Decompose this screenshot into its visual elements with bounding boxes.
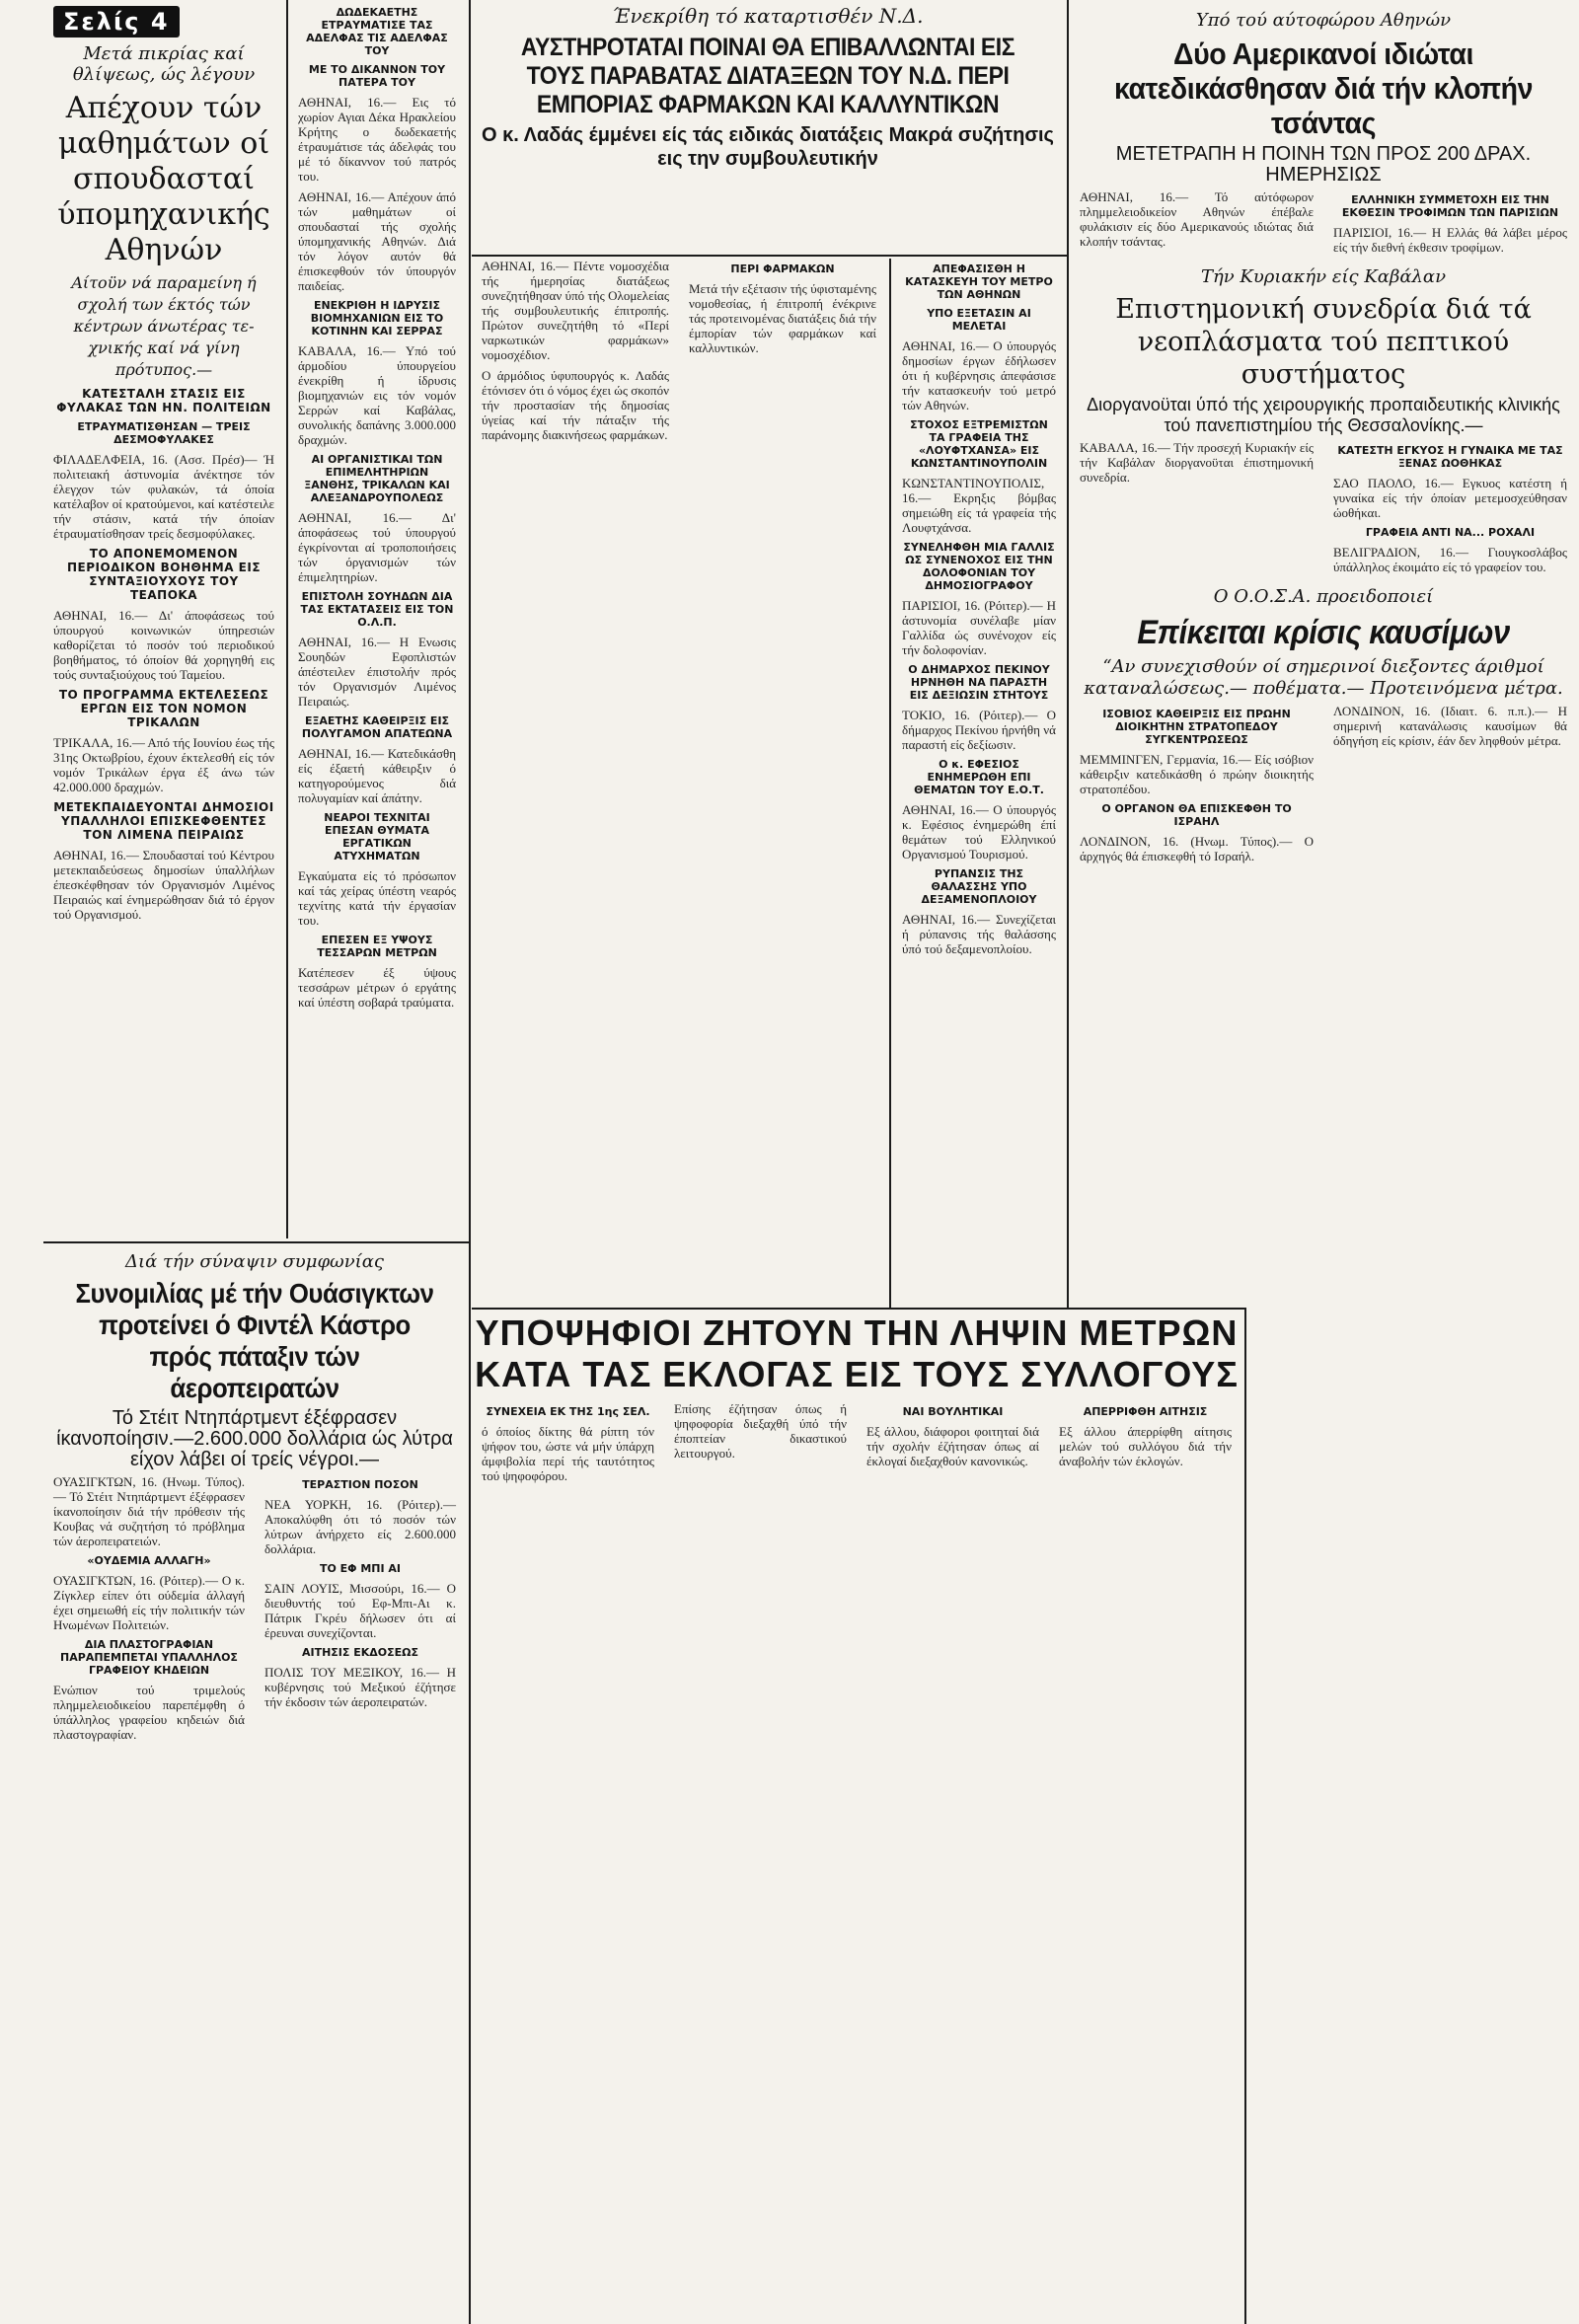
story-subheading: ΥΠΟ ΕΞΕΤΑΣΙΝ ΑΙ ΜΕΛΕΤΑΙ [927, 307, 1031, 333]
story-text: ΑΘΗΝΑΙ, 16.— Δι' άποφάσεως τού ύπουργού κοινωνικών ύπηρεσιών καθορίζεται τό ποσόν τού περιοδικού βοηθήματος, τό όποίον θά χορηγηθή εις τούς συνταξιούχους τού Ταμείου. [53, 608, 274, 682]
story-heading: ΕΞΑΕΤΗΣ ΚΑΘΕΙΡΞΙΣ ΕΙΣ ΠΟΛΥΓΑΜΟΝ ΑΠΑΤΕΩΝΑ [301, 714, 453, 740]
kicker: Διά τήν σύναψιν συμφωνίας [125, 1251, 384, 1272]
right-mid-col-a [1070, 440, 1323, 580]
column-rule [889, 259, 891, 1308]
story-heading: ΙΣΟΒΙΟΣ ΚΑΘΕΙΡΞΙΣ ΕΙΣ ΠΡΩΗΝ ΔΙΟΙΚΗΤΗΝ ΣΤΡΑΤΟΠΕΔΟΥ ΣΥΓΚΕΝΤΡΩΣΕΩΣ [1102, 708, 1291, 746]
horizontal-rule [43, 1241, 469, 1243]
story-text: Εξ άλλου, διάφοροι φοιτηταί διά τήν σχολήν έζήτησαν όπως αί έκλογαί διεξαχθούν κανονικώς. [866, 1424, 1039, 1468]
story-continued-text: ΑΘΗΝΑΙ, 16.— Απέχουν άπό τών μαθημάτων οί σπουδασταί τής σχολής ύπομηχανικής Αθηνών. Διά τόν λόγον αυτόν θά έπισκεφθούν τόν ύπουργόν παιδείας. [298, 189, 456, 293]
story-text: ΠΑΡΙΣΙΟΙ, 16. (Ρόιτερ).— Η άστυνομία συνέλαβε μίαν Γαλλίδα ώς συνένοχον είς τήν δολοφονίαν. [902, 598, 1056, 657]
story-text: Ο άρμόδιος ύφυπουργός κ. Λαδάς έτόνισεν ότι ό νόμος έχει ώς σκοπόν τήν προστασίαν τής δημοσίας ύγείας καί τήν πάταξιν τής παράνομης διακινήσεως φαρμάκων. [482, 368, 669, 442]
headline: Απέχουν τών μαθημάτων οί σπουδασταί ύπομηχανικής Αθηνών [57, 91, 270, 267]
story-text: ΠΑΡΙΣΙΟΙ, 16.— Η Ελλάς θά λάβει μέρος είς τήν διεθνή έκθεσιν τροφίμων. [1333, 225, 1567, 255]
lower-left-col-b [255, 1474, 466, 1748]
right-mid-col-b [1323, 440, 1577, 580]
story-text: ΑΘΗΝΑΙ, 16.— Ο ύπουργός δημοσίων έργων έδήλωσεν ότι ή κυβέρνησις άπεφάσισε τήν κατασκευήν τού μετρό τών Αθηνών. [902, 338, 1056, 412]
story-heading: ΑΠΕΦΑΣΙΣΘΗ Η ΚΑΤΑΣΚΕΥΗ ΤΟΥ ΜΕΤΡΟ ΤΩΝ ΑΘΗΝΩΝ [905, 262, 1053, 301]
story-heading: ΜΕΤΕΚΠΑΙΔΕΥΟΝΤΑΙ ΔΗΜΟΣΙΟΙ ΥΠΑΛΛΗΛΟΙ ΕΠΙΣΚΕΦΘΕΝΤΕΣ ΤΟΝ ΛΙΜΕΝΑ ΠΕΙΡΑΙΩΣ [53, 800, 274, 842]
story-heading: ΡΥΠΑΝΣΙΣ ΤΗΣ ΘΑΛΑΣΣΗΣ ΥΠΟ ΔΕΞΑΜΕΝΟΠΛΟΙΟΥ [921, 867, 1037, 906]
story-heading: ΔΩΔΕΚΑΕΤΗΣ ΕΤΡΑΥΜΑΤΙΣΕ ΤΑΣ ΑΔΕΛΦΑΣ ΤΙΣ ΑΔΕΛΦΑΣ ΤΟΥ [306, 6, 448, 57]
column-rule [286, 0, 288, 1238]
headline: Επιστημονική συνεδρία διά τά νεοπλάσματα τού πεπτικού συστήματος [1115, 294, 1532, 390]
story-subheading: ΕΤΡΑΥΜΑΤΙΣΘΗΣΑΝ — ΤΡΕΙΣ ΔΕΣΜΟΦΥΛΑΚΕΣ [77, 420, 251, 446]
right-top-columns [1070, 189, 1577, 261]
story-text: ΑΘΗΝΑΙ, 16.— Πέντε νομοσχέδια τής ήμερησίας διατάξεως συνεζητήθησαν ύπό τής Ολομελείας τής συμβουλευτικής έπιτροπής. Πρώτον συνεζητήθη τό «Περί ναρκωτικών φαρμάκων» νομοσχέδιον. [482, 259, 669, 362]
story-text: ΟΥΑΣΙΓΚΤΩΝ, 16. (Ρόιτερ).— Ο κ. Ζίγκλερ είπεν ότι ούδεμία άλλαγή έχει σημειωθή είς τήν πολιτικήν τών Ηνωμένων Πολιτειών. [53, 1573, 245, 1632]
story-text: Επίσης έζήτησαν όπως ή ψηφοφορία διεξαχθή ύπό τήν έποπτείαν δικαστικού λειτουργού. [674, 1401, 847, 1461]
story-text: ΑΘΗΝΑΙ, 16.— Συνεχίζεται ή ρύπανσις τής θαλάσσης ύπό τού δεξαμενοπλοίου. [902, 912, 1056, 956]
story-heading: «ΟΥΔΕΜΙΑ ΑΛΛΑΓΗ» [87, 1554, 211, 1567]
subhead: Αίτοϋν νά παραμείνη ή σχολή των έκτός τών κέντρων άνωτέρας τε-χνικής καί νά γίνη πρότυπος.— [71, 273, 257, 379]
center-body [472, 259, 886, 1305]
subhead: Ο κ. Λαδάς έμμένει είς τάς ειδικάς διατάξεις Μακρά συζήτησις εις την συμβουλευτικήν [482, 124, 1054, 170]
story-text: ΠΟΛΙΣ ΤΟΥ ΜΕΞΙΚΟΥ, 16.— Η κυβέρνησις τού Μεξικού έζήτησε τήν έκδοσιν τών άεροπειρατών. [264, 1665, 456, 1709]
headline: ΑΥΣΤΗΡΟΤΑΤΑΙ ΠΟΙΝΑΙ ΘΑ ΕΠΙΒΑΛΛΩΝΤΑΙ ΕΙΣ ΤΟΥΣ ΠΑΡΑΒΑΤΑΣ ΔΙΑΤΑΞΕΩΝ ΤΟΥ Ν.Δ. ΠΕΡΙ ΕΜΠΟΡΙΑΣ ΦΑΡΜΑΚΩΝ ΚΑΙ ΚΑΛΛΥΝΤΙΚΩΝ [520, 34, 1015, 118]
story-subheading: ΜΕ ΤΟ ΔΙΚΑΝΝΟΝ ΤΟΥ ΠΑΤΕΡΑ ΤΟΥ [308, 63, 446, 89]
page-number-masthead: Σελίς 4 [53, 6, 180, 37]
story-text: ΜΕΜΜΙΝΓΕΝ, Γερμανία, 16.— Είς ισόβιον κάθειρξιν κατεδικάσθη ό πρώην διοικητής στρατοπέδου. [1080, 752, 1314, 796]
horizontal-rule [472, 255, 1067, 257]
headline: Δύο Αμερικανοί ιδιώται κατεδικάσθησαν διά τήν κλοπήν τσάντας [1113, 37, 1534, 140]
lower-left-columns [43, 1474, 466, 1748]
story-heading: ΔΙΑ ΠΛΑΣΤΟΓΡΑΦΙΑΝ ΠΑΡΑΠΕΜΠΕΤΑΙ ΥΠΑΛΛΗΛΟΣ ΓΡΑΦΕΙΟΥ ΚΗΔΕΙΩΝ [60, 1638, 238, 1677]
lower-center-col-c [857, 1401, 1049, 2319]
subhead: “Αν συνεχισθούν οί σημερινοί διεξοντες άριθμοί καταναλώσεως.— ποθέματα.— Προτεινόμενα μέτρα. [1084, 656, 1563, 699]
story-text: Ενώπιον τού τριμελούς πλημμελειοδικείου παρεπέμφθη ό ύπάλληλος γραφείου κηδειών διά πλαστογραφίαν. [53, 1683, 245, 1742]
story-heading: ΑΠΕΡΡΙΦΘΗ ΑΙΤΗΣΙΣ [1083, 1405, 1208, 1418]
story-heading: ΤΟ ΠΡΟΓΡΑΜΜΑ ΕΚΤΕΛΕΣΕΩΣ ΕΡΓΩΝ ΕΙΣ ΤΟΝ ΝΟΜΟΝ ΤΡΙΚΑΛΩΝ [58, 688, 269, 729]
story-text: ΑΘΗΝΑΙ, 16.— Σπουδασταί τού Κέντρου μετεκπαιδεύσεως δημοσίων ύπαλλήλων έπεσκέφθησαν τόν Οργανισμόν Λιμένος Πειραιώς καί ένημερώθησαν διά τό έργον τού Οργανισμού. [53, 848, 274, 922]
headline: Επίκειται κρίσις καυσίμων [1137, 614, 1510, 651]
story-text: ΦΙΛΑΔΕΛΦΕΙΑ, 16. (Ασσ. Πρέσ)— Ή πολιτειακή άστυνομία άνέκτησε τόν έλεγχον τών φυλακών, τά όποία κατέλαβον οί κρατούμενοι, καί κατέστειλε τήν στάσιν, κατά τήν όποίαν έτραυματίσθησαν τρείς δεσμοφύλακες. [53, 452, 274, 541]
story-text: Εγκαύματα είς τό πρόσωπον καί τάς χείρας ύπέστη νεαρός τεχνίτης κατά τήν έργασίαν του. [298, 868, 456, 928]
story-heading: ΣΥΝΕΛΗΦΘΗ ΜΙΑ ΓΑΛΛΙΣ ΩΣ ΣΥΝΕΝΟΧΟΣ ΕΙΣ ΤΗΝ ΔΟΛΟΦΟΝΙΑΝ ΤΟΥ ΔΗΜΟΣΙΟΓΡΑΦΟΥ [903, 541, 1055, 592]
lower-center-banner: ΥΠΟΨΗΦΙΟΙ ΖΗΤΟΥΝ ΤΗΝ ΛΗΨΙΝ ΜΕΤΡΩΝ ΚΑΤΑ ΤΑΣ ΕΚΛΟΓΑΣ ΕΙΣ ΤΟΥΣ ΣΥΛΛΟΓΟΥΣ [475, 1312, 1239, 1394]
column-second [288, 0, 466, 1243]
story-heading: ΣΤΟΧΟΣ ΕΞΤΡΕΜΙΣΤΩΝ ΤΑ ΓΡΑΦΕΙΑ ΤΗΣ «ΛΟΥΦΤΧΑΝΣΑ» ΕΙΣ ΚΩΝΣΤΑΝΤΙΝΟΥΠΟΛΙΝ [910, 418, 1048, 470]
story-text: ΑΘΗΝΑΙ, 16.— Δι' άποφάσεως τού ύπουργού έγκρίνονται αί τροποποιήσεις τών όργανισμών τών έπιμελητηρίων. [298, 510, 456, 584]
lower-center-col-b [664, 1401, 857, 2319]
story-text: ΑΘΗΝΑΙ, 16.— Η Ενωσις Σουηδών Εφοπλιστών άπέστειλεν έπιστολήν πρός τόν Οργανισμόν Λιμένος Πειραιώς. [298, 635, 456, 709]
column-left [43, 0, 284, 1234]
column-rule [1067, 0, 1069, 1308]
story-heading: ΝΕΑΡΟΙ ΤΕΧΝΙΤΑΙ ΕΠΕΣΑΝ ΘΥΜΑΤΑ ΕΡΓΑΤΙΚΩΝ ΑΤΥΧΗΜΑΤΩΝ [324, 811, 430, 862]
story-text: ΑΘΗΝΑΙ, 16.— Κατεδικάσθη είς έξαετή κάθειρξιν ό κατηγορούμενος διά πολυγαμίαν καί άπάτην. [298, 746, 456, 805]
story-text: ΤΡΙΚΑΛΑ, 16.— Από τής Ιουνίου έως τής 31ης Οκτωβρίου, έχουν έκτελεσθή είς τόν νομόν Τρικάλων έργα έξ άνω τών 42.000.000 δραχμών. [53, 735, 274, 794]
center-right-column [892, 259, 1066, 1305]
column-rule [469, 0, 471, 2324]
story-heading: ΕΠΕΣΕΝ ΕΞ ΥΨΟΥΣ ΤΕΣΣΑΡΩΝ ΜΕΤΡΩΝ [317, 934, 437, 959]
story-text: ΤΟΚΙΟ, 16. (Ρόιτερ).— Ο δήμαρχος Πεκίνου ήρνήθη νά παραστή είς δεξίωσιν. [902, 708, 1056, 752]
right-mid-columns [1070, 440, 1577, 580]
story-text: ΚΑΒΑΛΑ, 16.— Τήν προσεχή Κυριακήν είς τήν Καβάλαν διοργανοϋται έπιστημονική συνεδρία. [1080, 440, 1314, 485]
story-heading: ΑΙΤΗΣΙΣ ΕΚΔΟΣΕΩΣ [301, 1646, 419, 1659]
center-col-a [472, 259, 679, 1305]
story-text: ό όποίος δίκτης θά ρίπτη τόν ψήφον του, ώστε νά μήν ύπάρχη άμφιβολία περί τής ταυτότητος τού ψηφοφόρου. [482, 1424, 654, 1483]
right-bottom-columns [1070, 704, 1577, 869]
story-heading: ΕΝΕΚΡΙΘΗ Η ΙΔΡΥΣΙΣ ΒΙΟΜΗΧΑΝΙΩΝ ΕΙΣ ΤΟ ΚΟΤΙΝΗΝ ΚΑΙ ΣΕΡΡΑΣ [310, 299, 444, 337]
story-text: ΟΥΑΣΙΓΚΤΩΝ, 16. (Ηνωμ. Τύπος).— Τό Στέιτ Ντηπάρτμεντ έξέφρασεν ίκανοποίησιν διά τήν πρόθεσιν τής Κουβας νά συζητήση τό πρόβλημα τών άεροπειρατειών. [53, 1474, 245, 1548]
subhead: Διοργανοϋται ύπό τής χειρουργικής προπαιδευτικής κλινικής τού πανεπιστημίου τής Θεσσαλονίκης.— [1087, 395, 1560, 435]
lower-left-col-a [43, 1474, 255, 1748]
right-top-col-b [1323, 189, 1577, 261]
headline: Συνομιλίας μέ τήν Ουάσιγκτων προτείνει ό Φιντέλ Κάστρο πρός πάταξιν τών άεροπειρατών [75, 1278, 434, 1403]
story-text: Μετά τήν εξέτασιν τής ύφισταμένης νομοθεσίας, ή έπιτροπή ένέκρινε τάς προτεινομένας διατάξεις διά τήν έμπορίαν τών φαρμάκων καί καλλυντικών. [689, 281, 876, 355]
center-story [472, 0, 1064, 257]
story-text: ΑΘΗΝΑΙ, 16.— Ο ύπουργός κ. Εφέσιος ένημερώθη έπί θεμάτων τού Ελληνικού Οργανισμού Τουρισμού. [902, 802, 1056, 862]
story-text: ΝΕΑ ΥΟΡΚΗ, 16. (Ρόιτερ).— Αποκαλύφθη ότι τό ποσόν τών λύτρων άνήρχετο είς 2.600.000 δολλάρια. [264, 1497, 456, 1556]
story-heading: ΠΕΡΙ ΦΑΡΜΑΚΩΝ [730, 262, 835, 275]
right-bottom-col-a [1070, 704, 1323, 869]
kicker: Τήν Κυριακήν είς Καβάλαν [1200, 266, 1447, 287]
story-text: ΑΘΗΝΑΙ, 16.— Τό αύτόφωρον πλημμελειοδικείον Αθηνών έπέβαλε φυλάκισιν είς δύο Αμερικανούς ιδιώτας διά κλοπήν τσάντας. [1080, 189, 1314, 249]
kicker: Μετά πικρίας καί θλίψεως, ώς λέγουν [72, 43, 256, 85]
story-heading: ΕΠΙΣΤΟΛΗ ΣΟΥΗΔΩΝ ΔΙΑ ΤΑΣ ΕΚΤΑΤΑΣΕΙΣ ΕΙΣ ΤΟΝ Ο.Λ.Π. [300, 590, 454, 629]
kicker: Υπό τού αύτοφώρου Αθηνών [1195, 10, 1452, 31]
horizontal-rule [472, 1308, 1244, 1310]
story-heading: ΕΛΛΗΝΙΚΗ ΣΥΜΜΕΤΟΧΗ ΕΙΣ ΤΗΝ ΕΚΘΕΣΙΝ ΤΡΟΦΙΜΩΝ ΤΩΝ ΠΑΡΙΣΙΩΝ [1341, 193, 1559, 219]
story-heading: ΤΕΡΑΣΤΙΟΝ ΠΟΣΟΝ [302, 1478, 418, 1491]
story-text: ΛΟΝΔΙΝΟΝ, 16. (Ιδιαιτ. 6. π.π.).— Η σημερινή κατανάλωσις καυσίμων θά όδηγήση είς κρίσιν, έάν δεν ληφθούν μέτρα. [1333, 704, 1567, 748]
story-text: ΚΑΒΑΛΑ, 16.— Υπό τού άρμοδίου ύπουργείου ένεκρίθη ή ίδρυσις βιομηχανιών εις τόν νομόν Σερρών καί Καβάλας, συνολικής δαπάνης 3.000.000 δραχμών. [298, 343, 456, 447]
subhead: Τό Στέιτ Ντηπάρτμεντ έξέφρασεν ίκανοποίησιν.—2.600.000 δολλάρια ώς λύτρα είχον λάβει οί τρείς νέγροι.— [56, 1407, 453, 1470]
center-col-b [679, 259, 886, 1305]
story-heading: ΑΙ ΟΡΓΑΝΙΣΤΙΚΑΙ ΤΩΝ ΕΠΙΜΕΛΗΤΗΡΙΩΝ ΞΑΝΘΗΣ, ΤΡΙΚΑΛΩΝ ΚΑΙ ΑΛΕΞΑΝΔΡΟΥΠΟΛΕΩΣ [304, 453, 450, 504]
kicker: Ένεκρίθη τό καταρτισθέν Ν.Δ. [612, 4, 924, 28]
story-text: Κατέπεσεν έξ ύψους τεσσάρων μέτρων ό εργάτης καί ύπέστη σοβαρά τραύματα. [298, 965, 456, 1010]
story-text: ΑΘΗΝΑΙ, 16.— Εις τό χωρίον Αγιαι Δέκα Ηρακλείου Κρήτης ο δωδεκαετής έτραυμάτισε τάς άδελφάς του μέ τό δίκαννον τού πατρός του. [298, 95, 456, 184]
story-heading: ΤΟ ΑΠΟΝΕΜΟΜΕΝΟΝ ΠΕΡΙΟΔΙΚΟΝ ΒΟΗΘΗΜΑ ΕΙΣ ΣΥΝΤΑΞΙΟΥΧΟΥΣ ΤΟΥ ΤΕΑΠΟΚΑ [66, 547, 262, 602]
story-heading: ΓΡΑΦΕΙΑ ΑΝΤΙ ΝΑ... ΡΟΧΑΛΙ [1365, 526, 1536, 539]
story-text: ΣΑΙΝ ΛΟΥΙΣ, Μισσούρι, 16.— Ο διευθυντής τού Εφ-Μπι-Αι κ. Πάτρικ Γκρέυ δήλωσεν ότι αί έρευναι συνεχίζονται. [264, 1581, 456, 1640]
story-heading: ΤΟ ΕΦ ΜΠΙ ΑΙ [319, 1562, 402, 1575]
kicker: Ο Ο.Ο.Σ.Α. προειδοποιεί [1213, 586, 1434, 607]
right-bottom-col-b [1323, 704, 1577, 869]
right-top-col-a [1070, 189, 1323, 261]
column-right [1070, 0, 1577, 2324]
story-text: Εξ άλλου άπερρίφθη αίτησις μελών τού συλλόγου διά τήν άναβολήν τών έκλογών. [1059, 1424, 1232, 1468]
column-rule [1244, 1308, 1246, 2324]
subhead: ΜΕΤΕΤΡΑΠΗ Η ΠΟΙΝΗ ΤΩΝ ΠΡΟΣ 200 ΔΡΑΧ. ΗΜΕΡΗΣΙΩΣ [1115, 143, 1532, 186]
story-heading: ΚΑΤΕΣΤΗ ΕΓΚΥΟΣ Η ΓΥΝΑΙΚΑ ΜΕ ΤΑΣ ΞΕΝΑΣ ΩΟΘΗΚΑΣ [1337, 444, 1563, 470]
story-text: ΚΩΝΣΤΑΝΤΙΝΟΥΠΟΛΙΣ, 16.— Εκρηξις βόμβας σημειώθη είς τά γραφεία τής Λουφτχάνσα. [902, 476, 1056, 535]
story-heading: Ο ΔΗΜΑΡΧΟΣ ΠΕΚΙΝΟΥ ΗΡΝΗΘΗ ΝΑ ΠΑΡΑΣΤΗ ΕΙΣ ΔΕΞΙΩΣΙΝ ΣΤΗΤΟΥΣ [908, 663, 1050, 702]
story-heading: ΚΑΤΕΣΤΑΛΗ ΣΤΑΣΙΣ ΕΙΣ ΦΥΛΑΚΑΣ ΤΩΝ ΗΝ. ΠΟΛΙΤΕΙΩΝ [56, 387, 271, 414]
story-heading: Ο ΟΡΓΑΝΟΝ ΘΑ ΕΠΙΣΚΕΦΘΗ ΤΟ ΙΣΡΑΗΛ [1101, 802, 1292, 828]
lower-center-col-a [472, 1401, 664, 2319]
story-text: ΒΕΛΙΓΡΑΔΙΟΝ, 16.— Γιουγκοσλάβος ύπάλληλος έκοιμάτο είς τό γραφείον του. [1333, 545, 1567, 574]
story-text: ΛΟΝΔΙΝΟΝ, 16. (Ηνωμ. Τύπος).— Ο άρχηγός θά έπισκεφθή τό Ισραήλ. [1080, 834, 1314, 863]
story-text: ΣΑΟ ΠΑΟΛΟ, 16.— Εγκυος κατέστη ή γυναίκα είς τήν όποίαν μετεμοσχεύθησαν ώοθήκαι. [1333, 476, 1567, 520]
lower-left-story [43, 1245, 466, 2321]
continued-label: ΣΥΝΕΧΕΙΑ ΕΚ ΤΗΣ 1ης ΣΕΛ. [486, 1405, 650, 1418]
story-heading: ΝΑΙ ΒΟΥΛΗΤΙΚΑΙ [902, 1405, 1004, 1418]
story-heading: Ο κ. ΕΦΕΣΙΟΣ ΕΝΗΜΕΡΩΘΗ ΕΠΙ ΘΕΜΑΤΩΝ ΤΟΥ Ε.Ο.Τ. [914, 758, 1044, 796]
